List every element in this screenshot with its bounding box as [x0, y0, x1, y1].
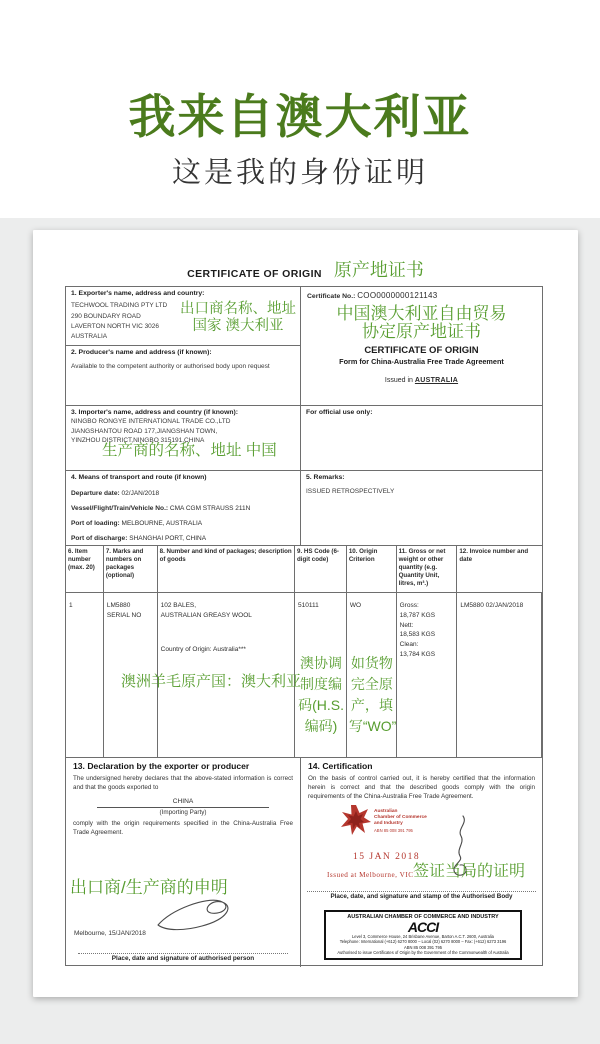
cert-no-label: Certificate No.: — [307, 293, 356, 300]
goods-marks-line2: SERIAL NO — [106, 611, 142, 619]
box13-annotation: 出口商/生产商的申明 — [70, 878, 228, 897]
doc-title-en: CERTIFICATE OF ORIGIN — [187, 267, 322, 280]
box4-transport — [66, 471, 301, 545]
stamp-line3: and Industry — [374, 820, 403, 826]
weight-clean-value: 13,784 KGS — [399, 650, 436, 658]
cert-no-value: COO0000000121143 — [357, 291, 438, 300]
box14-footer: Place, date, and signature and stamp of the Authorised Body — [307, 891, 536, 900]
box13-place-date: Melbourne, 15/JAN/2018 — [74, 930, 146, 937]
stamp-line2: Chamber of Commerce — [374, 814, 427, 820]
box1-exporter — [66, 287, 300, 346]
box5-label: 5. Remarks: — [306, 474, 345, 481]
weight-nett-value: 18,583 KGS — [399, 631, 436, 639]
goods-hscode-cell — [295, 593, 347, 757]
country-of-origin-note: Country of Origin: Australia*** — [160, 646, 246, 653]
port-loading-label: Port of loading: — [71, 520, 120, 528]
box13-para1: The undersigned hereby declares that the above-stated information is correct and that the goods exported to — [73, 775, 293, 792]
cert-header-cell — [301, 287, 542, 405]
exporter-signature — [154, 891, 242, 933]
stamp-date: 15 JAN 2018 — [353, 852, 421, 862]
importer-line3: YINZHOU DISTRICT,NINGBO 315191,CHINA — [71, 437, 205, 445]
issued-in-line — [301, 377, 542, 384]
goods-desc-line1: 102 BALES, — [160, 602, 197, 609]
goods-origin-criterion-cell — [347, 593, 397, 757]
invoice-number-value: LM5880 02/JAN/2018 — [460, 602, 524, 609]
acci-red-stamp — [341, 805, 427, 837]
box13-footer: Place, date and signature of authorised person — [78, 953, 288, 962]
row-declaration-certification — [66, 758, 542, 967]
gray-background — [0, 218, 600, 1044]
box4-label: 4. Means of transport and route (if known) — [71, 474, 207, 481]
page-subtitle: 这是我的身份证明 — [171, 157, 428, 189]
vessel-row — [71, 505, 295, 512]
goods-item-number: 1 — [69, 602, 73, 609]
acci-logo: ACCI — [407, 919, 439, 935]
exporter-line4: AUSTRALIA — [71, 332, 108, 340]
port-discharge-value: SHANGHAI PORT, CHINA — [129, 535, 207, 543]
acci-star-icon — [341, 805, 371, 837]
importer-line2: JIANGSHANTOU ROAD 177,JIANGSHAN TOWN, — [71, 427, 218, 435]
remarks-text: ISSUED RETROSPECTIVELY — [306, 488, 395, 496]
official-use-label: For official use only: — [306, 409, 373, 416]
goods-desc-line2: AUSTRALIAN GREASY WOOL — [160, 611, 252, 619]
acci-addr2: Telephone: International (+612) 6270 8000 – Local (02) 6270 8000 – Fax: (+612) 6273 3196 — [339, 939, 507, 945]
row-transport-remarks — [66, 471, 542, 546]
goods-header-origin-criterion: 10. Origin Criterion — [347, 546, 397, 592]
certificate-number-line — [301, 287, 542, 300]
goods-header-row — [66, 546, 542, 593]
box14-heading: 14. Certification — [308, 761, 373, 771]
page-title: 我来自澳大利亚 — [128, 90, 472, 143]
acci-addr3: Authorised to issue Certificates of Origin by the Government of the Commonwealth of Australia — [337, 949, 509, 955]
hs-code-annotation: 澳协调制度编码(H.S. 编码) — [298, 655, 344, 734]
goods-header-description: 8. Number and kind of packages; description of goods — [158, 546, 295, 592]
issued-prefix: Issued in — [384, 377, 413, 384]
box2-text: Available to the competent authority or authorised body upon request — [71, 363, 270, 371]
box2-label: 2. Producer's name and address (if known): — [71, 349, 212, 356]
box13-heading: 13. Declaration by the exporter or producer — [73, 761, 250, 771]
port-loading-value: MELBOURNE, AUSTRALIA — [121, 520, 203, 528]
stamp-line1: Australian — [374, 809, 398, 814]
hs-code-value: 510111 — [298, 602, 319, 609]
exporter-producer-column — [66, 287, 301, 405]
departure-date-label: Departure date: — [71, 490, 120, 498]
cert-cn-line1: 中国澳大利亚自由贸易 — [336, 304, 507, 323]
stamp-issued-at: Issued at Melbourne, VIC — [327, 871, 414, 879]
weight-gross-value: 18,787 KGS — [399, 611, 436, 619]
cert-cn-line2: 协定原产地证书 — [362, 322, 481, 341]
goods-header-marks: 7. Marks and numbers on packages (optional) — [104, 546, 158, 592]
box14-para: On the basis of control carried out, it is hereby certified that the information herein is correct and that the described goods comply with the origin requirements of the China-Australia Free Trade Agreement. — [308, 775, 535, 801]
cert-en-title: CERTIFICATE OF ORIGIN — [364, 345, 479, 356]
official-use-cell — [301, 406, 542, 470]
box3-label: 3. Importer's name, address and country (if known): — [71, 409, 239, 416]
acci-address-box — [324, 910, 522, 960]
goods-header-item: 6. Item number (max. 20) — [66, 546, 104, 592]
box3-annotation: 生产商的名称、地址 中国 — [102, 442, 277, 459]
acci-abn: ABN 85 008 391 795 — [403, 944, 442, 950]
exporter-line1: TECHWOOL TRADING PTY LTD — [71, 302, 168, 310]
box2-producer — [66, 346, 300, 405]
goods-invoice-cell — [457, 593, 542, 757]
box5-remarks — [301, 471, 542, 545]
row-importer-official — [66, 406, 542, 471]
importer-line1: NINGBO RONGYE INTERNATIONAL TRADE CO.,LTD — [71, 418, 231, 426]
port-loading-row — [71, 520, 295, 527]
acci-addr1: Level 3, Commerce House, 24 Brisbane Avenue, Barton A.C.T. 2600, Australia — [352, 934, 494, 939]
stamp-text — [374, 805, 427, 833]
goods-header-hscode: 9. HS Code (6-digit code) — [295, 546, 347, 592]
box1-label: 1. Exporter's name, address and country: — [71, 290, 205, 297]
issued-country: AUSTRALIA — [414, 377, 459, 384]
origin-criterion-annotation: 如货物完全原产，填写“WO” — [348, 655, 397, 734]
goods-item-cell — [66, 593, 104, 757]
box14-annotation: 签证当局的证明 — [413, 863, 526, 880]
goods-header-weight: 11. Gross or net weight or other quantity (e.g. Quantity Unit, litres, m³.) — [397, 546, 458, 592]
departure-date-row — [71, 490, 295, 497]
weight-clean-label: Clean: — [399, 641, 419, 648]
certificate-document — [33, 230, 578, 997]
weight-nett-label: Nett: — [399, 621, 414, 629]
exporter-line3: LAVERTON NORTH VIC 3026 — [71, 322, 160, 330]
importing-party-label: (Importing Party) — [159, 809, 207, 817]
weight-gross-label: Gross: — [399, 602, 419, 609]
doc-title-row — [33, 260, 578, 282]
goods-header-invoice: 12. Invoice number and date — [459, 548, 529, 564]
box3-importer — [66, 406, 301, 470]
box14-certification — [301, 758, 542, 967]
row-exporter-certheader — [66, 287, 542, 406]
wool-origin-annotation: 澳洲羊毛原产国：澳大利亚 — [121, 673, 302, 690]
origin-criterion-value: WO — [349, 602, 362, 609]
port-discharge-label: Port of discharge: — [71, 535, 128, 543]
vessel-label: Vessel/Flight/Train/Vehicle No.: — [71, 505, 169, 513]
acci-title: AUSTRALIAN CHAMBER OF COMMERCE AND INDUSTRY — [347, 914, 499, 920]
port-discharge-row — [71, 535, 295, 542]
box1-annotation-line2: 国家 澳大利亚 — [192, 318, 284, 335]
importing-country: CHINA — [97, 798, 269, 808]
goods-data-row — [66, 593, 542, 758]
departure-date-value: 02/JAN/2018 — [121, 490, 160, 498]
box1-annotation — [178, 301, 298, 336]
box13-para2: comply with the origin requirements specified in the China-Australia Free Trade Agreement. — [73, 820, 293, 837]
goods-marks-line1: LM5880 — [106, 602, 131, 609]
cert-form-line: Form for China-Australia Free Trade Agreement — [339, 357, 504, 366]
box1-annotation-line1: 出口商名称、地址 — [180, 301, 296, 317]
goods-weight-cell — [397, 593, 458, 757]
stamp-abn: ABN 85 008 391 795 — [374, 827, 413, 833]
doc-title-cn-annotation: 原产地证书 — [333, 260, 424, 280]
exporter-line2: 290 BOUNDARY ROAD — [71, 312, 141, 320]
vessel-value: CMA CGM STRAUSS 211N — [169, 505, 251, 513]
box13-declaration — [66, 758, 301, 967]
certificate-table — [65, 286, 543, 966]
cert-cn-title — [301, 305, 542, 340]
